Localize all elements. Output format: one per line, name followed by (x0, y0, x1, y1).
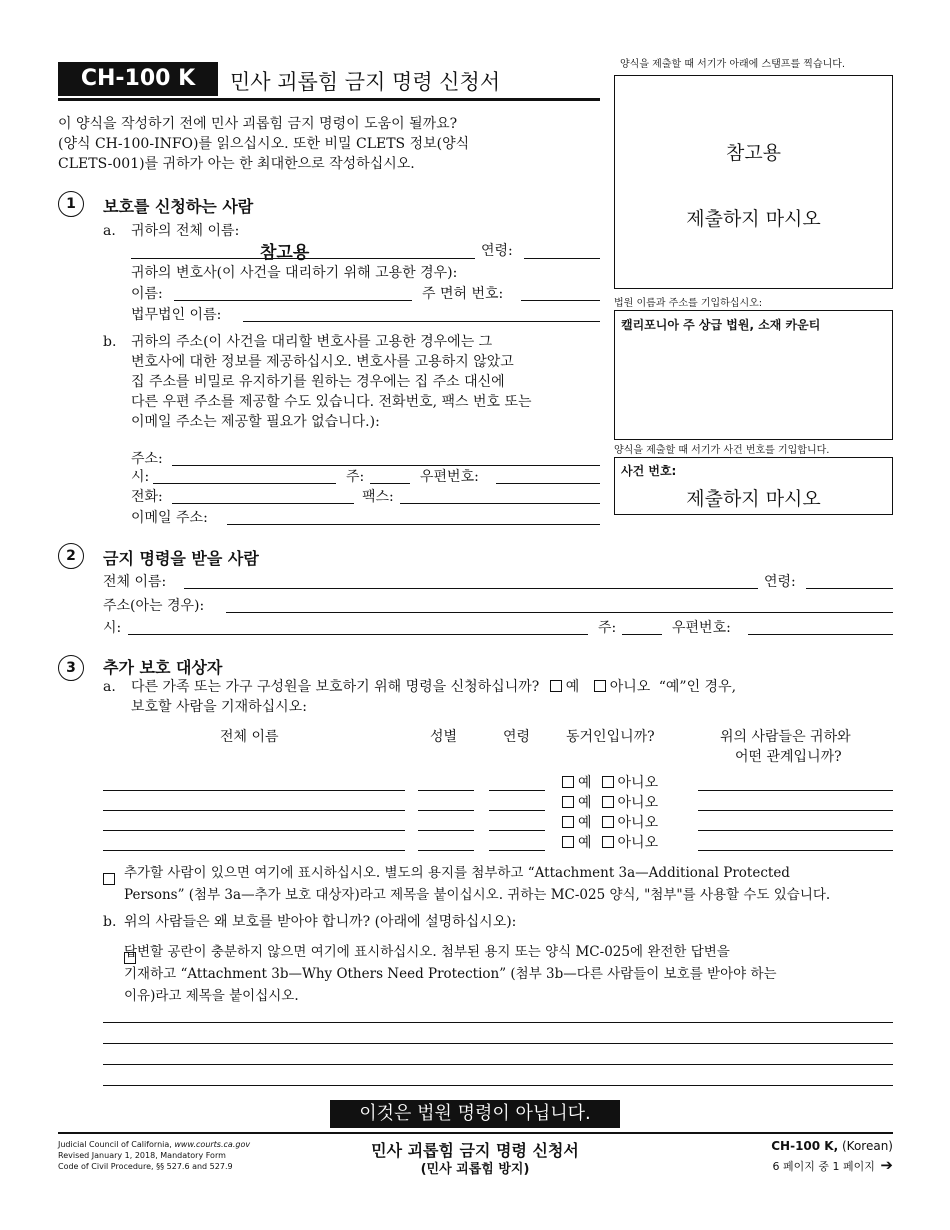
case-box-note: 양식을 제출할 때 서기가 사건 번호를 기입합니다. (614, 445, 830, 456)
s3-a-yes-checkbox[interactable] (550, 680, 562, 692)
footer-form-id (771, 1139, 893, 1153)
s1-lawyer-name-label: 이름: (131, 286, 163, 302)
form-id-badge: CH-100 K (58, 62, 218, 96)
intro-line-3: CLETS-001)를 귀하가 아는 한 최대한으로 작성하십시오. (58, 156, 415, 172)
s3-a-instruction: 보호할 사람을 기재하십시오: (131, 699, 307, 715)
row-yes-label: 예 (578, 795, 592, 811)
s2-zip-field[interactable] (748, 634, 893, 635)
s2-city-field[interactable] (128, 634, 588, 635)
footer-title: 민사 괴롭힘 금지 명령 신청서 (371, 1141, 579, 1160)
row-name-field[interactable] (103, 830, 405, 831)
col-full-name: 전체 이름 (220, 729, 279, 745)
section-1-title: 보호를 신청하는 사람 (103, 197, 254, 216)
court-box-content: 캘리포니아 주 상급 법원, 소재 카운티 (621, 318, 821, 332)
s1-b-text-1: 귀하의 주소(이 사건을 대리할 변호사를 고용한 경우에는 그 (131, 334, 493, 350)
row-no-label: 아니오 (617, 775, 659, 791)
footer-revised: Revised January 1, 2018, Mandatory Form (58, 1151, 226, 1160)
s3-b-label: b. (103, 914, 117, 930)
row-yes-checkbox[interactable] (562, 796, 574, 808)
s1-city-label: 시: (131, 469, 150, 485)
s2-zip-label: 우편번호: (672, 620, 731, 636)
col-sex: 성별 (430, 729, 458, 745)
row-yes-checkbox[interactable] (562, 836, 574, 848)
s3-a-no-label: 아니오 (609, 679, 651, 695)
intro-line-1: 이 양식을 작성하기 전에 민사 괴롭힘 금지 명령이 도움이 될까요? (58, 116, 458, 132)
row-yes-checkbox[interactable] (562, 776, 574, 788)
row-yes-checkbox[interactable] (562, 816, 574, 828)
s3-a-if-yes: “예”인 경우, (658, 679, 737, 695)
row-relation-field[interactable] (698, 810, 893, 811)
section-1-number: 1 (58, 191, 84, 217)
s3-a-yes-label: 예 (565, 679, 580, 695)
clerk-stamp-box (614, 75, 893, 289)
s1-b-text-3: 집 주소를 비밀로 유지하기를 원하는 경우에는 집 주소 대신에 (131, 374, 505, 390)
col-lives-with: 동거인입니까? (566, 729, 655, 745)
row-relation-field[interactable] (698, 830, 893, 831)
space-text-1: 답변할 공란이 충분하지 않으면 여기에 표시하십시오. 첨부된 용지 또는 양식 MC-025에 완전한 답변을 (124, 944, 730, 960)
s1-b-text-4: 다른 우편 주소를 제공할 수도 있습니다. 전화번호, 팩스 번호 또는 (131, 394, 532, 410)
header-rule (58, 98, 600, 101)
footer-page (773, 1156, 893, 1174)
s1-a-label: a. (103, 223, 116, 239)
s3-b-text: 위의 사람들은 왜 보호를 받아야 합니까? (아래에 설명하십시오): (124, 914, 517, 930)
row-lives-with (562, 814, 658, 832)
space-text-3: 이유)라고 제목을 붙이십시오. (124, 988, 299, 1004)
s1-phone-field[interactable] (172, 503, 354, 504)
s2-state-label: 주: (598, 620, 617, 636)
space-text-2: 기재하고 “Attachment 3b—Why Others Need Protection” (첨부 3b—다른 사람들이 보호를 받아야 하는 (124, 966, 777, 982)
row-sex-field[interactable] (418, 830, 474, 831)
row-lives-with (562, 834, 658, 852)
explain-line-1[interactable] (103, 1022, 893, 1023)
row-no-label: 아니오 (617, 795, 659, 811)
more-people-text-1: 추가할 사람이 있으면 여기에 표시하십시오. 별도의 용지를 첨부하고 “Attachment 3a—Additional Protected (124, 865, 790, 881)
s2-name-label: 전체 이름: (103, 574, 167, 590)
footer-code: Code of Civil Procedure, §§ 527.6 and 527.9 (58, 1162, 233, 1171)
row-no-checkbox[interactable] (602, 776, 614, 788)
s3-a-question: 다른 가족 또는 가구 구성원을 보호하기 위해 명령을 신청하십니까? (131, 679, 540, 695)
row-no-label: 아니오 (617, 835, 659, 851)
row-age-field[interactable] (489, 790, 545, 791)
row-yes-label: 예 (578, 775, 592, 791)
s2-address-field[interactable] (226, 612, 893, 613)
footer-language: (Korean) (842, 1139, 893, 1153)
s2-age-label: 연령: (764, 574, 796, 590)
explain-line-3[interactable] (103, 1064, 893, 1065)
row-no-checkbox[interactable] (602, 796, 614, 808)
row-no-checkbox[interactable] (602, 836, 614, 848)
row-lives-with (562, 774, 658, 792)
col-age: 연령 (503, 729, 531, 745)
row-name-field[interactable] (103, 810, 405, 811)
row-yes-label: 예 (578, 835, 592, 851)
case-number-box[interactable] (614, 457, 893, 515)
s1-b-label: b. (103, 334, 117, 350)
footer-council: Judicial Council of California, www.courts.ca.gov (58, 1140, 251, 1149)
row-name-field[interactable] (103, 790, 405, 791)
row-name-field[interactable] (103, 850, 405, 851)
explain-line-2[interactable] (103, 1043, 893, 1044)
stamp-line-2: 제출하지 마시오 (686, 208, 821, 230)
row-sex-field[interactable] (418, 850, 474, 851)
row-age-field[interactable] (489, 830, 545, 831)
row-lives-with (562, 794, 658, 812)
s1-phone-label: 전화: (131, 489, 163, 505)
row-yes-label: 예 (578, 815, 592, 831)
footer-page-text: 6 페이지 중 1 페이지 (772, 1160, 875, 1173)
s2-age-field[interactable] (806, 588, 893, 589)
s1-bar-field[interactable] (521, 300, 600, 301)
footer-url[interactable]: www.courts.ca.gov (174, 1140, 251, 1149)
row-sex-field[interactable] (418, 790, 474, 791)
s1-email-label: 이메일 주소: (131, 510, 208, 526)
row-sex-field[interactable] (418, 810, 474, 811)
s1-state-field[interactable] (370, 483, 410, 484)
court-box-label: 법원 이름과 주소를 기입하십시오: (614, 298, 763, 309)
row-relation-field[interactable] (698, 790, 893, 791)
s1-b-text-5: 이메일 주소는 제공할 필요가 없습니다.): (131, 414, 380, 430)
row-relation-field[interactable] (698, 850, 893, 851)
s1-address-field[interactable] (172, 465, 600, 466)
court-box[interactable] (614, 310, 893, 440)
s1-city-field[interactable] (153, 483, 336, 484)
section-3-number: 3 (58, 655, 84, 681)
footer-subtitle: (민사 괴롭힘 방지) (420, 1162, 530, 1177)
s1-name-value: 참고용 (260, 243, 310, 263)
more-people-checkbox[interactable] (103, 873, 115, 885)
row-no-label: 아니오 (617, 815, 659, 831)
s1-firm-field[interactable] (243, 321, 600, 322)
footer-rule (58, 1132, 893, 1134)
s1-fax-label: 팩스: (362, 489, 394, 505)
s3-a-line (131, 678, 736, 696)
s1-state-label: 주: (346, 469, 365, 485)
s1-age-label: 연령: (481, 243, 513, 259)
row-age-field[interactable] (489, 810, 545, 811)
s1-age-field[interactable] (524, 258, 600, 259)
s1-b-text-2: 변호사에 대한 정보를 제공하십시오. 변호사를 고용하지 않았고 (131, 354, 514, 370)
section-2-number: 2 (58, 543, 84, 569)
col-relation-1: 위의 사람들은 귀하와 (720, 729, 851, 745)
s1-lawyer-intro: 귀하의 변호사(이 사건을 대리하기 위해 고용한 경우): (131, 265, 458, 281)
footer-form-number: CH-100 K, (771, 1139, 839, 1153)
more-people-text-2: Persons” (첨부 3a—추가 보호 대상자)라고 제목을 붙이십시오. 귀하는 MC-025 양식, "첨부"를 사용할 수도 있습니다. (124, 887, 831, 903)
col-relation-2: 어떤 관계입니까? (735, 749, 842, 765)
form-title: 민사 괴롭힘 금지 명령 신청서 (230, 70, 501, 94)
s1-fax-field[interactable] (400, 503, 600, 504)
s1-lawyer-name-field[interactable] (174, 300, 412, 301)
s3-a-label: a. (103, 679, 116, 695)
s3-a-no-checkbox[interactable] (594, 680, 606, 692)
s1-name-label: 귀하의 전체 이름: (131, 223, 240, 239)
s1-firm-label: 법무법인 이름: (131, 307, 222, 323)
s2-name-field[interactable] (184, 588, 758, 589)
case-number-value: 제출하지 마시오 (686, 488, 821, 510)
s2-city-label: 시: (103, 620, 122, 636)
intro-line-2: (양식 CH-100-INFO)를 읽으십시오. 또한 비밀 CLETS 정보(양식 (58, 136, 470, 152)
case-number-label: 사건 번호: (621, 464, 677, 478)
row-age-field[interactable] (489, 850, 545, 851)
s2-address-label: 주소(아는 경우): (103, 598, 205, 614)
stamp-note: 양식을 제출할 때 서기가 아래에 스탬프를 찍습니다. (620, 59, 846, 70)
next-page-arrow-icon[interactable]: ➔ (880, 1156, 893, 1174)
not-court-order-banner: 이것은 법원 명령이 아닙니다. (330, 1100, 620, 1128)
s1-zip-label: 우편번호: (420, 469, 479, 485)
s1-zip-field[interactable] (496, 483, 600, 484)
section-2-title: 금지 명령을 받을 사람 (103, 549, 259, 568)
explain-line-4[interactable] (103, 1085, 893, 1086)
footer-left (58, 1139, 250, 1172)
stamp-line-1: 참고용 (725, 142, 782, 164)
s1-bar-label: 주 면허 번호: (422, 286, 504, 302)
section-3-title: 추가 보호 대상자 (103, 658, 223, 677)
s1-address-label: 주소: (131, 451, 163, 467)
s1-email-field[interactable] (227, 524, 600, 525)
row-no-checkbox[interactable] (602, 816, 614, 828)
s2-state-field[interactable] (622, 634, 662, 635)
